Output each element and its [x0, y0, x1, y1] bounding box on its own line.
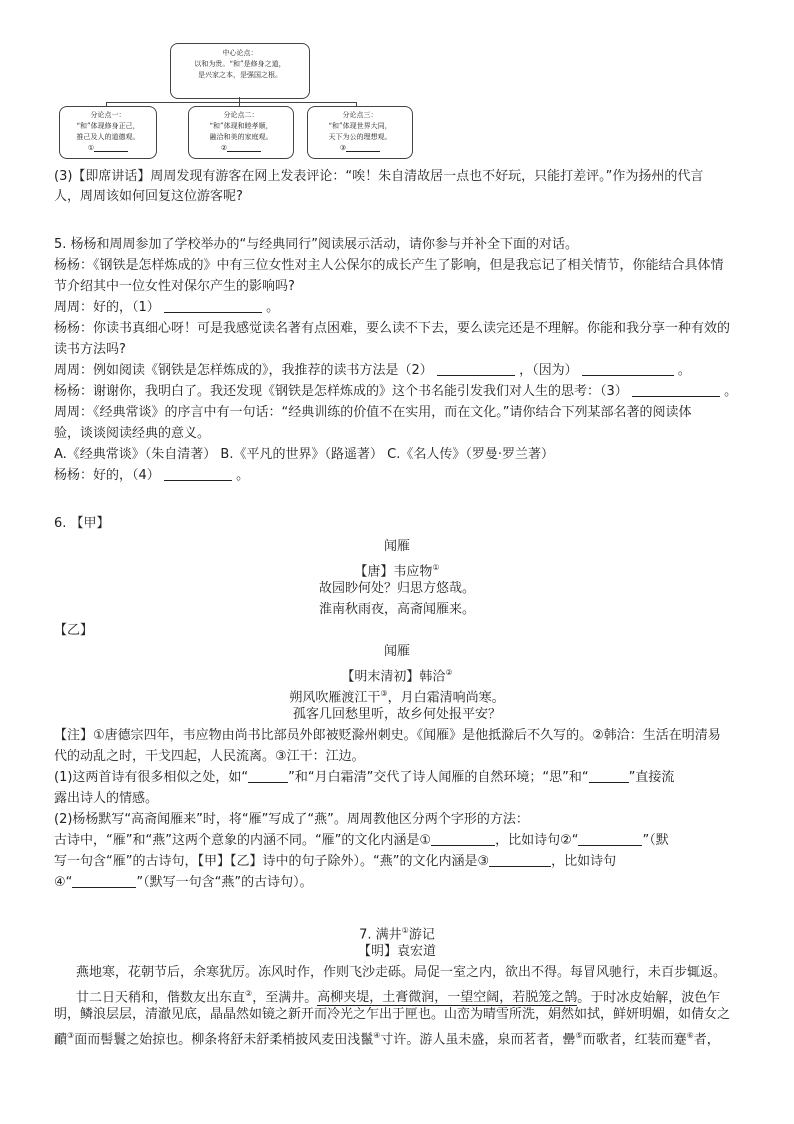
sub1-title: 分论点一：	[90, 111, 126, 119]
connector-horizontal	[106, 102, 356, 103]
q5-blank-3[interactable]	[632, 384, 720, 397]
poem-yi-author: 【明末清初】韩洽②	[341, 668, 453, 685]
q5-line-4: 杨杨：你读书真细心呀！可是我感觉读名著有点困难，要么读不下去，要么读完还是不理解。你能和我分享一种有效的	[54, 321, 731, 336]
q6-blank-3[interactable]	[431, 833, 495, 846]
q7-para-2: 廿二日天稍和，偕数友出东直②，至满井。高柳夹堤，土膏微润，一望空阔，若脱笼之鹄。于时冰皮始解，波色乍	[76, 989, 721, 1006]
q5-line-7	[54, 383, 737, 401]
q5-blank-2a[interactable]	[437, 363, 515, 376]
q5-line-2: 节介绍其中一位女性对保尔产生的影响吗?	[54, 279, 295, 294]
central-title: 中心论点：	[222, 49, 258, 57]
q5-line-1: 杨杨：《钢铁是怎样炼成的》中有三位女性对主人公保尔的成长产生了影响，但是我忘记了相关情节，你能结合具体情	[54, 258, 724, 273]
q6-q2-line-4: ④“ ”（默写一句含“燕”的古诗句）。	[54, 875, 313, 890]
q5-blank-2b[interactable]	[582, 363, 674, 376]
q6-blank-6[interactable]	[72, 875, 136, 888]
poem-jia-title: 闻雁	[383, 539, 410, 554]
q5-line-6-mid: ，（因为）	[519, 363, 578, 378]
q5-line-7-end: 。	[724, 384, 738, 399]
q5-blank-1[interactable]	[164, 300, 262, 313]
q6-q2-line-1: (2)杨杨默写“高斋闻雁来”时，将“雁”写成了“燕”。周周教他区分两个字形的方法：	[54, 812, 529, 827]
sub3-title: 分论点三：	[342, 111, 378, 119]
q3-line-2: 人，周周该如何回复这位游客呢?	[54, 189, 243, 204]
sub2-line-1: “和”体现和睦孝顺，	[209, 122, 273, 130]
q5-line-3	[54, 299, 279, 317]
q5-options: A.《经典常谈》（朱自清著） B.《平凡的世界》（路遥著） C.《名人传》（罗曼·罗兰著）	[54, 447, 554, 462]
q5-line-6-end: 。	[677, 363, 691, 378]
sub-argument-box-1	[59, 106, 157, 159]
central-argument-box	[170, 43, 310, 99]
poem-jia-author: 【唐】韦应物①	[354, 563, 440, 580]
central-line-2: 是兴家之本，是强国之根。	[198, 71, 282, 79]
q7-para-4: 靧③面而髻鬟之始掠也。柳条将舒未舒柔梢披风麦田浅鬣④寸许。游人虽未盛，泉而茗者，罍⑤而歌者，红装而蹇⑥者，	[54, 1031, 720, 1048]
sub1-blank[interactable]	[94, 143, 128, 152]
q7-title: 7. 满井①游记	[359, 926, 435, 943]
sub-argument-box-3	[307, 106, 413, 159]
q5-line-9: 验，谈谈阅读经典的意义。	[54, 426, 211, 441]
poem-yi-line-1: 朔风吹雁渡江干③，月白霜清响尚寒。	[289, 689, 505, 706]
q5-line-5: 读书方法吗?	[54, 342, 126, 357]
q6-note-2: 代的动乱之时，干戈四起，人民流离。③江干：江边。	[54, 749, 365, 764]
q6-note-1: 【注】①唐德宗四年，韦应物由尚书比部员外郎被贬滁州刺史。《闻雁》是他抵滁后不久写的。②韩洽：生活在明清易	[54, 728, 721, 743]
sub2-blank[interactable]	[227, 143, 261, 152]
sub-argument-box-2	[188, 106, 294, 159]
sub3-line-1: “和”体现世界大同，	[328, 122, 392, 130]
q6-q1-line-2: 露出诗人的情感。	[54, 791, 159, 806]
sub1-line-2: 推己及人的道德观。	[76, 133, 140, 141]
q7-para-3: 明，鳞浪层层，清澈见底，晶晶然如镜之新开而冷光之乍出于匣也。山峦为晴雪所洗，娟然如拭，鲜妍明媚，如倩女之	[54, 1007, 731, 1022]
q5-line-11-text: 杨杨：好的，（4）	[54, 468, 160, 483]
q6-blank-2[interactable]	[589, 770, 629, 783]
q5-line-3-end: 。	[266, 300, 280, 315]
q6-blank-1[interactable]	[248, 770, 288, 783]
q7-underlined-phrase: 高柳夹堤，土膏微润，一望空阔，若脱笼之鹄	[317, 990, 578, 1006]
poem-jia-line-1: 故园眇何处？归思方悠哉。	[318, 581, 475, 596]
sub2-num: ②	[220, 144, 228, 152]
sub3-blank[interactable]	[346, 143, 380, 152]
sub1-num: ①	[87, 144, 95, 152]
q6-yi-label: 【乙】	[54, 623, 94, 638]
q5-line-8: 周周：《经典常谈》的序言中有一句话：“经典训练的价值不在实用，而在文化。”请你结合下列某部名著的阅读体	[54, 405, 692, 420]
sub2-title: 分论点二：	[223, 111, 259, 119]
q5-line-11	[54, 467, 249, 485]
q6-label: 6. 【甲】	[54, 516, 110, 531]
sub3-num: ③	[339, 144, 347, 152]
q6-q2-line-3: 写一句含“雁”的古诗句，【甲】【乙】诗中的句子除外）。“燕”的文化内涵是③ ，比如诗句	[54, 854, 617, 869]
q7-author: 【明】袁宏道	[357, 944, 436, 959]
q7-para-1: 燕地寒，花朝节后，余寒犹厉。冻风时作，作则飞沙走砾。局促一室之内，欲出不得。每冒风驰行，未百步辄返。	[76, 965, 727, 980]
sub2-line-2: 融洽和美的家庭观。	[209, 133, 273, 141]
q3-line-1: (3)【即席讲话】周周发现有游客在网上发表评论：“唉！朱自清故居一点也不好玩，只能打差评。”作为扬州的代言	[54, 169, 704, 184]
q5-blank-4[interactable]	[164, 468, 232, 481]
sub1-line-1: “和”体现修身正己，	[76, 122, 140, 130]
poem-yi-title: 闻雁	[383, 644, 410, 659]
q5-line-6-text: 周周：例如阅读《钢铁是怎样炼成的》，我推荐的读书方法是（2）	[54, 363, 433, 378]
q6-q1-line-1: (1)这两首诗有很多相似之处，如“ ”和“月白霜清”交代了诗人闻雁的自然环境；“思”和“ ”直接流	[54, 770, 675, 785]
q5-line-6	[54, 362, 691, 380]
q5-line-11-end: 。	[236, 468, 250, 483]
q5-line-3-text: 周周：好的，（1）	[54, 300, 160, 315]
q5-intro: 5. 杨杨和周周参加了学校举办的“与经典同行”阅读展示活动，请你参与并补全下面的对话。	[54, 237, 579, 252]
q5-line-7-text: 杨杨：谢谢你，我明白了。我还发现《钢铁是怎样炼成的》这个书名能引发我们对人生的思考：（3）	[54, 384, 628, 399]
sub3-line-2: 天下为公的理想观。	[328, 133, 392, 141]
poem-jia-line-2: 淮南秋雨夜，高斋闻雁来。	[318, 602, 475, 617]
q6-q2-line-2: 古诗中，“雁”和“燕”这两个意象的内涵不同。“雁”的文化内涵是① ，比如诗句②“ ”（默	[54, 833, 669, 848]
q6-blank-5[interactable]	[489, 854, 551, 867]
q6-blank-4[interactable]	[578, 833, 642, 846]
central-line-1: 以和为贵。“和”是修身之道，	[194, 60, 286, 68]
poem-yi-line-2: 孤客几回愁里听，故乡何处报平安？	[292, 707, 501, 722]
